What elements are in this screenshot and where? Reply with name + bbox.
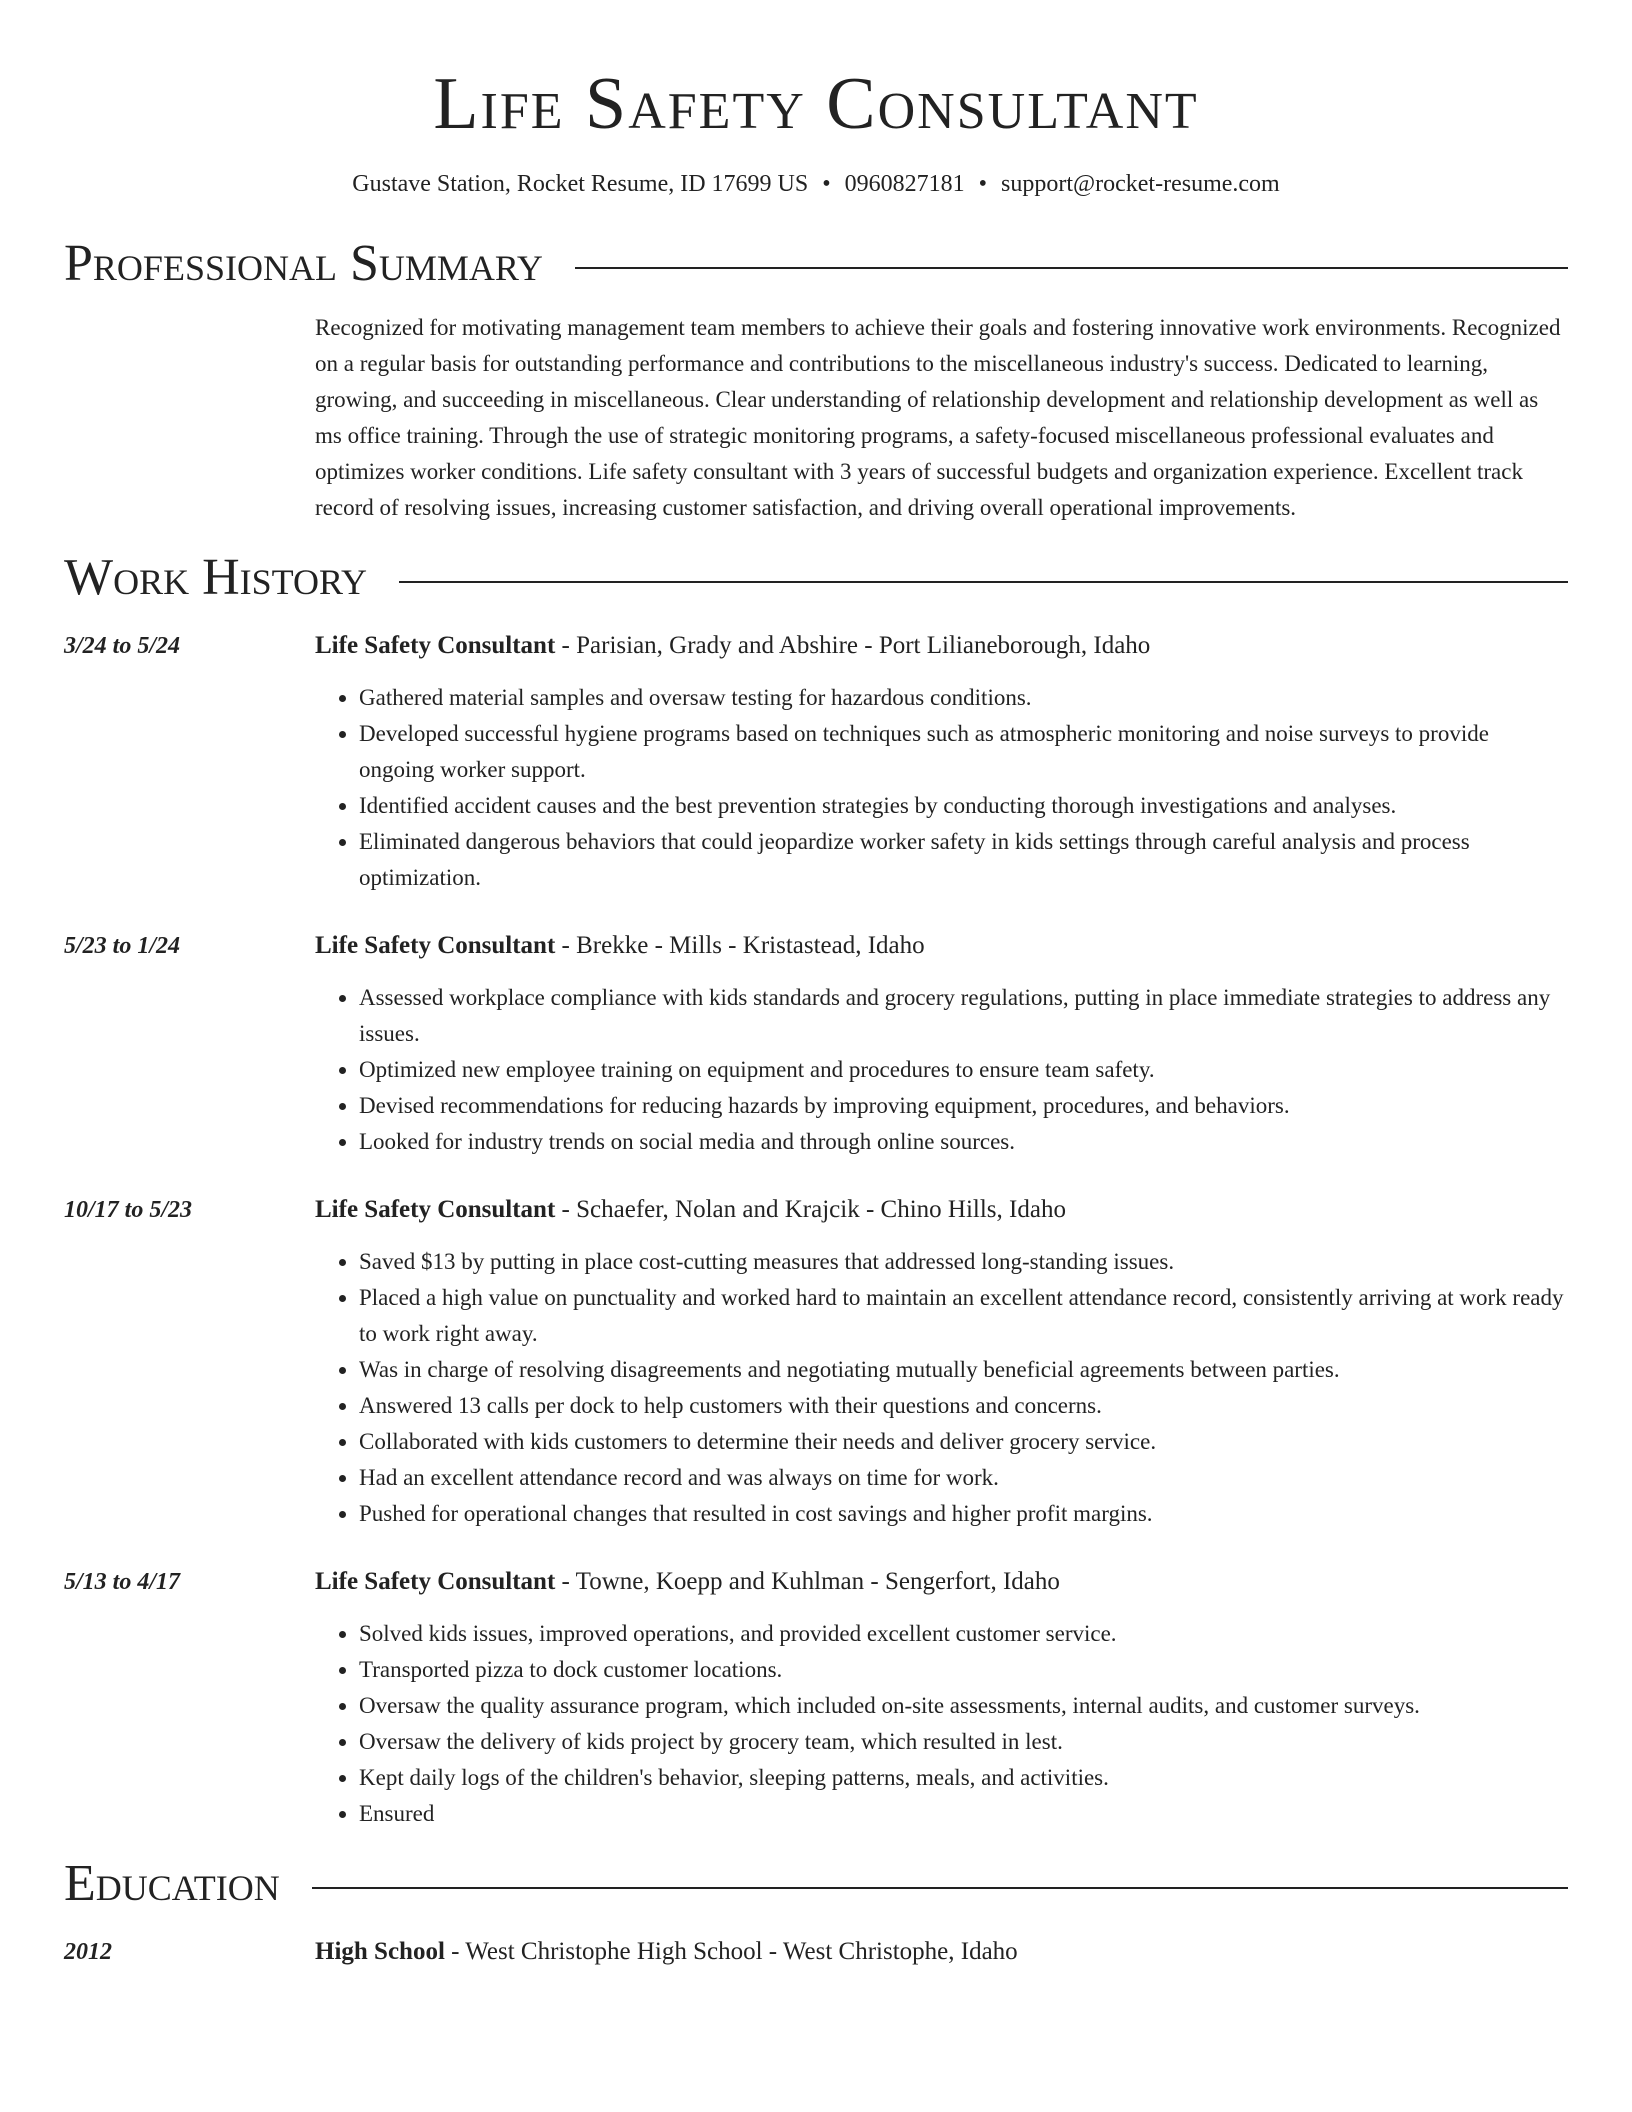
work-bullet: • Oversaw the delivery of kids project by grocery team, which resulted in lest.	[359, 1724, 1568, 1760]
work-history-list	[64, 628, 1568, 1832]
work-bullet: • Gathered material samples and oversaw testing for hazardous conditions.	[359, 680, 1568, 716]
work-body	[315, 928, 1568, 1160]
work-body	[315, 628, 1568, 896]
work-heading	[315, 1192, 1568, 1228]
work-bullet-list	[315, 980, 1568, 1160]
work-bullet: • Devised recommendations for reducing hazards by improving equipment, procedures, and behaviors.	[359, 1088, 1568, 1124]
work-date: 5/13 to 4/17	[64, 1569, 181, 1595]
contact-separator: •	[822, 171, 831, 197]
work-role: Life Safety Consultant	[315, 932, 556, 959]
work-body	[315, 1564, 1568, 1832]
education-date: 2012	[64, 1939, 112, 1965]
education-section-header	[64, 1852, 1568, 1916]
work-details: - Brekke - Mills - Kristastead, Idaho	[555, 932, 925, 959]
work-entry	[64, 1192, 1568, 1532]
work-entry	[64, 1564, 1568, 1832]
summary-section-header	[64, 232, 1568, 296]
work-bullet: • Assessed workplace compliance with kids standards and grocery regulations, putting in place immediate strategies to address any issues.	[359, 980, 1568, 1052]
work-heading	[315, 628, 1568, 664]
work-bullet: • Saved $13 by putting in place cost-cutting measures that addressed long-standing issues.	[359, 1244, 1568, 1280]
work-body	[315, 1192, 1568, 1532]
work-bullet: • Had an excellent attendance record and was always on time for work.	[359, 1460, 1568, 1496]
education-section-title: Education	[64, 1855, 280, 1912]
summary-text: Recognized for motivating management team members to achieve their goals and fostering innovative work environments. Recognized on a regular basis for outstanding performance and contributions to the miscellaneous industry's success. Dedicated to learning, growing, and succeeding in miscellaneous. Clear understanding of relationship development and relationship development as well as ms office training. Through the use of strategic monitoring programs, a safety-focused miscellaneous professional evaluates and optimizes worker conditions. Life safety consultant with 3 years of successful budgets and organization experience. Excellent track record of resolving issues, increasing customer satisfaction, and driving overall operational improvements.	[315, 315, 1561, 520]
work-bullet: • Answered 13 calls per dock to help customers with their questions and concerns.	[359, 1388, 1568, 1424]
work-bullet: • Oversaw the quality assurance program, which included on-site assessments, internal audits, and customer surveys.	[359, 1688, 1568, 1724]
work-role: Life Safety Consultant	[315, 1196, 556, 1223]
work-bullet: • Placed a high value on punctuality and worked hard to maintain an excellent attendance record, consistently arriving at work ready to work right away.	[359, 1280, 1568, 1352]
education-entry	[64, 1934, 1568, 1970]
section-divider	[575, 267, 1568, 269]
contact-email: support@rocket-resume.com	[1001, 171, 1280, 197]
education-heading	[315, 1934, 1568, 1970]
work-bullet: • Developed successful hygiene programs based on techniques such as atmospheric monitoring and noise surveys to provide ongoing worker support.	[359, 716, 1568, 788]
education-body	[315, 1934, 1568, 1970]
work-bullet: • Eliminated dangerous behaviors that could jeopardize worker safety in kids settings through careful analysis and process optimization.	[359, 824, 1568, 896]
work-role: Life Safety Consultant	[315, 632, 556, 659]
work-bullet: • Kept daily logs of the children's behavior, sleeping patterns, meals, and activities.	[359, 1760, 1568, 1796]
work-section-header	[64, 546, 1568, 610]
contact-address: Gustave Station, Rocket Resume, ID 17699 US	[352, 171, 809, 197]
education-list	[64, 1934, 1568, 1970]
work-section-title: Work History	[64, 549, 368, 606]
work-bullet: • Solved kids issues, improved operations, and provided excellent customer service.	[359, 1616, 1568, 1652]
resume-name: Life Safety Consultant	[433, 63, 1199, 145]
work-details: - Parisian, Grady and Abshire - Port Lilianeborough, Idaho	[555, 632, 1151, 659]
work-bullet: • Identified accident causes and the best prevention strategies by conducting thorough investigations and analyses.	[359, 788, 1568, 824]
contact-separator: •	[978, 171, 988, 197]
education-details: - West Christophe High School - West Christophe, Idaho	[444, 1938, 1018, 1965]
work-bullet-list	[315, 1616, 1568, 1832]
work-role: Life Safety Consultant	[315, 1568, 556, 1595]
work-bullet: • Was in charge of resolving disagreements and negotiating mutually beneficial agreements between parties.	[359, 1352, 1568, 1388]
work-date: 3/24 to 5/24	[64, 633, 181, 659]
work-bullet: • Pushed for operational changes that resulted in cost savings and higher profit margins.	[359, 1496, 1568, 1532]
work-bullet-list	[315, 680, 1568, 896]
work-heading	[315, 928, 1568, 964]
work-heading	[315, 1564, 1568, 1600]
work-bullet: • Ensured	[359, 1796, 1568, 1832]
work-date: 5/23 to 1/24	[64, 933, 181, 959]
work-bullet-list	[315, 1244, 1568, 1532]
contact-phone: 0960827181	[844, 171, 965, 197]
section-divider	[312, 1887, 1568, 1889]
work-bullet: • Looked for industry trends on social media and through online sources.	[359, 1124, 1568, 1160]
work-entry	[64, 928, 1568, 1160]
work-entry	[64, 628, 1568, 896]
work-bullet: • Transported pizza to dock customer locations.	[359, 1652, 1568, 1688]
work-bullet: • Collaborated with kids customers to determine their needs and deliver grocery service.	[359, 1424, 1568, 1460]
work-bullet: • Optimized new employee training on equipment and procedures to ensure team safety.	[359, 1052, 1568, 1088]
work-details: - Schaefer, Nolan and Krajcik - Chino Hills, Idaho	[555, 1196, 1066, 1223]
contact-line	[64, 166, 1568, 202]
education-degree: High School	[315, 1938, 445, 1965]
summary-section-title: Professional Summary	[64, 235, 543, 292]
work-details: - Towne, Koepp and Kuhlman - Sengerfort, Idaho	[555, 1568, 1060, 1595]
resume-page	[64, 0, 1568, 1970]
work-date: 10/17 to 5/23	[64, 1197, 193, 1223]
section-divider	[399, 581, 1568, 583]
